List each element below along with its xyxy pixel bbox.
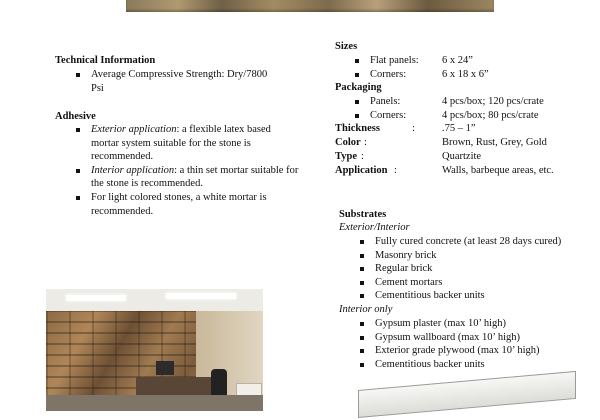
list-item: Cementitious backer units bbox=[375, 358, 600, 372]
application-colon: : bbox=[394, 165, 397, 176]
size-value: 6 x 18 x 6” bbox=[442, 68, 489, 80]
sizes-heading: Sizes bbox=[335, 41, 358, 52]
list-item: Panels: bbox=[370, 95, 450, 109]
packaging-list bbox=[370, 95, 450, 122]
adhesive-heading: Adhesive bbox=[55, 111, 96, 122]
list-item: Cementitious backer units bbox=[375, 289, 600, 303]
list-item: For light colored stones, a white mortar is recommended. bbox=[91, 191, 301, 218]
type-value: Quartzite bbox=[442, 151, 482, 162]
list-item: Masonry brick bbox=[375, 249, 600, 263]
color-label: Color bbox=[335, 137, 361, 148]
substrates-list bbox=[375, 317, 600, 371]
thickness-value: .75 – 1” bbox=[442, 123, 476, 134]
application-label: Application bbox=[335, 165, 388, 176]
list-item: Gypsum plaster (max 10’ high) bbox=[375, 317, 600, 331]
list-item: Average Compressive Strength: Dry/7800 Psi bbox=[91, 68, 281, 95]
list-item: Flat panels: bbox=[370, 54, 450, 68]
substrates-heading: Substrates bbox=[339, 209, 387, 220]
list-item: Exterior grade plywood (max 10’ high) bbox=[375, 344, 600, 358]
substrates-group-title: Interior only bbox=[339, 304, 393, 315]
adhesive-list bbox=[91, 123, 301, 218]
list-item: Regular brick bbox=[375, 262, 600, 276]
application-value: Walls, barbeque areas, etc. bbox=[442, 165, 554, 176]
list-item: Fully cured concrete (at least 28 days cured) bbox=[375, 235, 600, 249]
list-item: Interior application: a thin set mortar suitable for the stone is recommended. bbox=[91, 164, 301, 191]
color-value: Brown, Rust, Grey, Gold bbox=[442, 137, 547, 148]
color-colon: : bbox=[364, 137, 367, 148]
list-item: Exterior application: a flexible latex based mortar system suitable for the stone is recommended. bbox=[91, 123, 301, 164]
product-box-photo bbox=[358, 380, 580, 420]
substrates-group-title: Exterior/Interior bbox=[339, 222, 410, 233]
list-item: Corners: bbox=[370, 68, 450, 82]
packaging-value: 4 pcs/box; 120 pcs/crate bbox=[442, 96, 544, 107]
stone-panel-photo bbox=[126, 0, 494, 12]
packaging-value: 4 pcs/box; 80 pcs/crate bbox=[442, 109, 539, 121]
substrates-list bbox=[375, 235, 600, 303]
packaging-heading: Packaging bbox=[335, 82, 382, 93]
list-item: Cement mortars bbox=[375, 276, 600, 290]
technical-heading: Technical Information bbox=[55, 55, 156, 66]
sizes-list bbox=[370, 54, 450, 81]
thickness-colon: : bbox=[412, 123, 415, 134]
technical-list bbox=[91, 68, 281, 95]
list-item: Gypsum wallboard (max 10’ high) bbox=[375, 331, 600, 345]
office-installation-photo bbox=[46, 289, 263, 411]
thickness-label: Thickness bbox=[335, 123, 380, 134]
size-value: 6 x 24” bbox=[442, 55, 473, 66]
type-colon: : bbox=[361, 151, 364, 162]
list-item: Corners: bbox=[370, 109, 450, 123]
type-label: Type bbox=[335, 151, 357, 162]
